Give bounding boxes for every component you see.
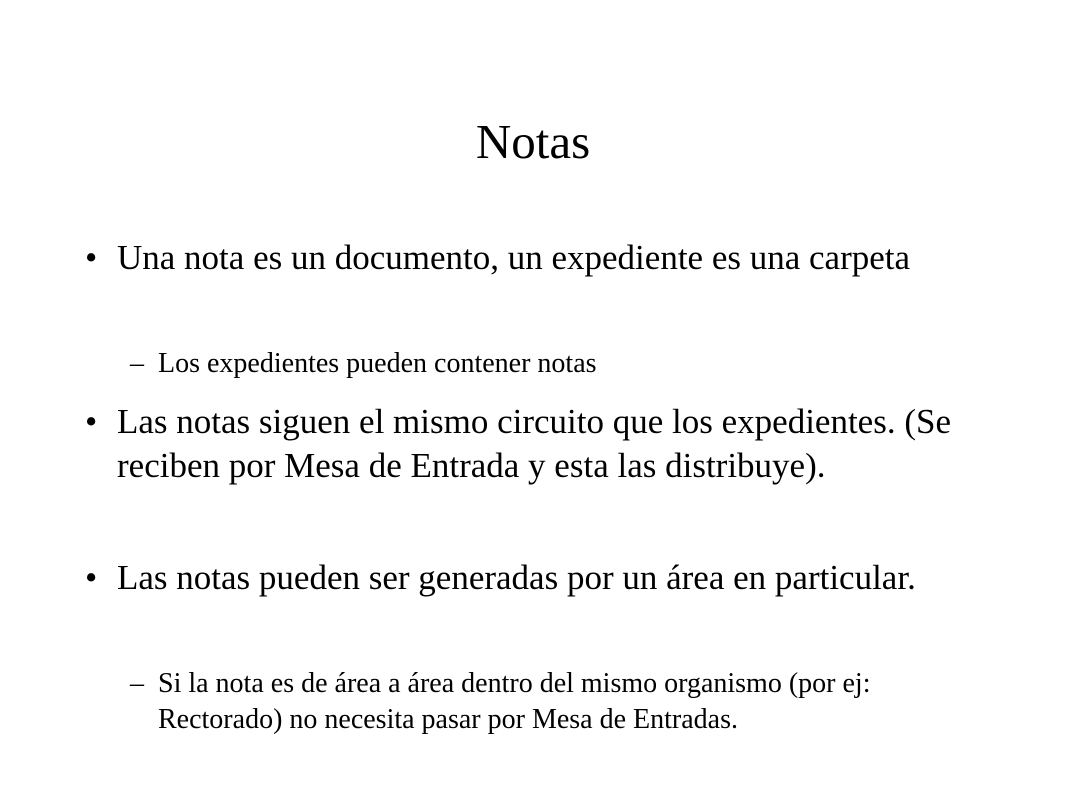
bullet-item-1: [85, 236, 985, 280]
sub-item-text: Los expedientes pueden contener notas: [158, 348, 597, 379]
bullet-glyph: •: [85, 558, 98, 597]
dash-glyph: –: [130, 668, 144, 699]
sub-item-2: [130, 666, 960, 738]
bullet-text: Una nota es un documento, un expediente es una carpeta: [117, 238, 911, 277]
bullet-item-3: [85, 556, 985, 600]
bullet-item-2: [85, 400, 985, 488]
dash-glyph: –: [130, 348, 144, 379]
bullet-text: Las notas siguen el mismo circuito que los expedientes. (Se reciben por Mesa de Entrada y esta las distribuye).: [117, 402, 951, 485]
bullet-text: Las notas pueden ser generadas por un área en particular.: [117, 558, 916, 597]
slide-title: Notas: [475, 114, 591, 169]
sub-item-text: Si la nota es de área a área dentro del mismo organismo (por ej: Rectorado) no necesita pasar por Mesa de Entradas.: [158, 668, 871, 735]
bullet-glyph: •: [85, 402, 98, 441]
sub-item-1: [130, 346, 960, 382]
bullet-glyph: •: [85, 238, 98, 277]
